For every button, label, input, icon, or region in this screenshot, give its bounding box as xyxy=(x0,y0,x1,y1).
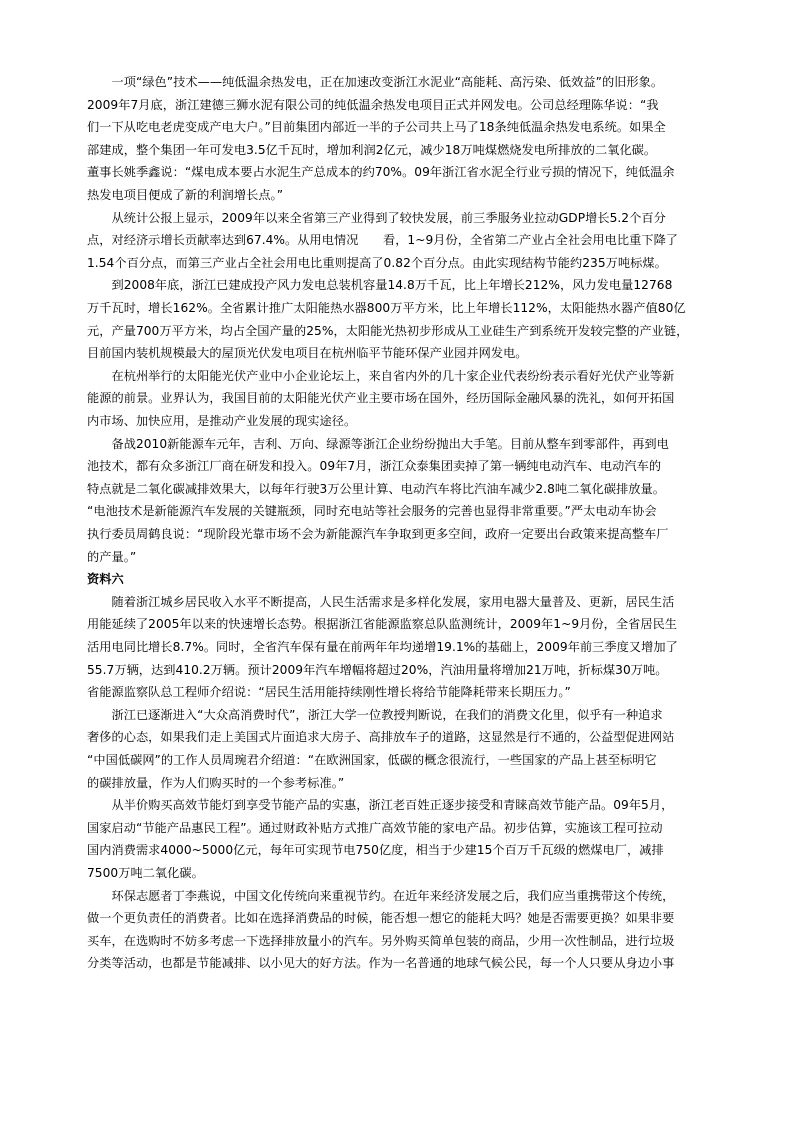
paragraph-line: 国家启动“节能产品惠民工程”。通过财政补贴方式推广高效节能的家电产品。初步估算，实施该工程可拉动 xyxy=(87,820,663,835)
paragraph-line: 池技术，都有众多浙江厂商在研发和投入。09年7月，浙江众泰集团卖掉了第一辆纯电动汽车、电动汽车的 xyxy=(87,459,662,474)
paragraph-line: 内市场、加快应用，是推动产业发展的现实途径。 xyxy=(87,414,357,428)
paragraph-line: 1.54个百分点，而第三产业占全社会用电比重则提高了0.82个百分点。由此实现结构节能约235万吨标煤。 xyxy=(87,255,667,270)
paragraph-line: 能源的前景。业界认为，我国目前的太阳能光伏产业主要市场在国外，经历国际金融风暴的洗礼，如何开拓国 xyxy=(87,391,675,406)
paragraph-line: 备战2010新能源车元年，吉利、万向、绿源等浙江企业纷纷抛出大手笔。目前从整车到零部件，再到电 xyxy=(87,436,669,451)
paragraph-line: “中国低碳网”的工作人员周琬君介绍道：“在欧洲国家，低碳的概念很流行，一些国家的产品上甚至标明它 xyxy=(87,753,657,767)
paragraph-line: 分类等活动，也都是节能减排、以小见大的好方法。作为一名普通的地球气候公民，每一个人只要从身边小事 xyxy=(87,956,675,971)
paragraph-line: 点，对经济示增长贡献率达到67.4%。从用电情况 看，1~9月份，全省第二产业占全社会用电比重下降了 xyxy=(87,233,679,248)
paragraph-line: 浙江已逐渐进入“大众高消费时代”，浙江大学一位教授判断说，在我们的消费文化里，似乎有一种追求 xyxy=(87,707,663,722)
paragraph-line: 55.7万辆，达到410.2万辆。预计2009年汽车增幅将超过20%，汽油用量将增加21万吨，折标煤30万吨。 xyxy=(87,662,668,677)
paragraph-line: 的碳排放量，作为人们购买时的一个参考标准。” xyxy=(87,775,345,790)
paragraph-line: 买车，在选购时不妨多考虑一下选择排放量小的汽车。另外购买简单包装的商品，少用一次性制品，进行垃圾 xyxy=(87,933,675,948)
paragraph-line: 热发电项目便成了新的利润增长点。” xyxy=(87,188,284,202)
paragraph-line: 从半价购买高效节能灯到享受节能产品的实惠，浙江老百姓正逐步接受和青睐高效节能产品。09年5月， xyxy=(87,798,674,813)
paragraph-line: 元，产量700万平方米，均占全国产量的25%，太阳能光热初步形成从工业硅生产到系统开发较完整的产业链， xyxy=(87,323,689,338)
paragraph-line: 7500万吨二氧化碳。 xyxy=(87,866,204,880)
paragraph-line: 做一个更负责任的消费者。比如在选择消费品的时候，能否想一想它的能耗大吗？她是否需要更换？如果非要 xyxy=(87,911,675,926)
paragraph-line: 随着浙江城乡居民收入水平不断提高，人民生活需求是多样化发展，家用电器大量普及、更新，居民生活 xyxy=(87,594,675,609)
paragraph-line: 在杭州举行的太阳能光伏产业中小企业论坛上，来自省内外的几十家企业代表纷纷表示看好光伏产业等新 xyxy=(87,368,675,383)
paragraph-line: 省能源监察队总工程师介绍说：“居民生活用能持续刚性增长将给节能降耗带来长期压力。” xyxy=(87,685,571,700)
paragraph-line: 的产量。” xyxy=(87,549,137,564)
section-heading: 资料六 xyxy=(87,572,124,587)
paragraph-line: 部建成，整个集团一年可发电3.5亿千瓦时，增加利润2亿元，减少18万吨煤燃烧发电所排放的二氧化碳。 xyxy=(87,142,657,157)
paragraph-line: 2009年7月底，浙江建德三狮水泥有限公司的纯低温余热发电项目正式并网发电。公司总经理陈华说：“我 xyxy=(87,97,659,112)
paragraph-line: 一项“绿色”技术——纯低温余热发电，正在加速改变浙江水泥业“高能耗、高污染、低效益”的旧形象。 xyxy=(87,75,664,89)
paragraph-line: 特点就是二氧化碳减排效果大，以每年行驶3万公里计算、电动汽车将比汽油车减少2.8吨二氧化碳排放量。 xyxy=(87,481,666,496)
paragraph-line: 们一下从吃电老虎变成产电大户。”目前集团内部近一半的子公司共上马了18条纯低温余热发电系统。如果全 xyxy=(87,120,666,135)
paragraph-line: 用能延续了2005年以来的快速增长态势。根据浙江省能源监察总队监测统计，2009年1~9月份，全省居民生 xyxy=(87,617,678,632)
paragraph-line: 执行委员周鹤良说：“现阶段光靠市场不会为新能源汽车争取到更多空间，政府一定要出台政策来提高整车厂 xyxy=(87,527,669,541)
paragraph-line: 国内消费需求4000~5000亿元，每年可实现节电750亿度，相当于少建15个百万千瓦级的燃煤电厂，减排 xyxy=(87,843,664,858)
paragraph-line: 从统计公报上显示，2009年以来全省第三产业得到了较快发展，前三季服务业拉动GDP增长5.2个百分 xyxy=(87,210,666,225)
paragraph-line: 到2008年底，浙江已建成投产风力发电总装机容量14.8万千瓦，比上年增长212%，风力发电量12768 xyxy=(87,278,673,293)
paragraph-line: 万千瓦时，增长162%。全省累计推广太阳能热水器800万平方米，比上年增长112%，太阳能热水器产值80亿 xyxy=(87,301,686,315)
paragraph-line: “电池技术是新能源汽车发展的关键瓶颈，同时充电站等社会服务的完善也显得非常重要。”严太电动车协会 xyxy=(87,504,657,519)
paragraph-line: 奢侈的心态，如果我们走上美国式片面追求大房子、高排放车子的道路，这显然是行不通的，公益型促进网站 xyxy=(87,730,675,745)
paragraph-line: 目前国内装机规模最大的屋顶光伏发电项目在杭州临平节能环保产业园并网发电。 xyxy=(87,346,528,361)
paragraph-line: 活用电同比增长8.7%。同时，全省汽车保有量在前两年年均递增19.1%的基础上，2009年前三季度又增加了 xyxy=(87,640,678,654)
paragraph-line: 环保志愿者丁李燕说，中国文化传统向来重视节约。在近年来经济发展之后，我们应当重携带这个传统， xyxy=(87,888,675,903)
paragraph-line: 董事长姚季鑫说：“煤电成本要占水泥生产总成本的约70%。09年浙江省水泥全行业亏损的情况下，纯低温余 xyxy=(87,165,675,180)
